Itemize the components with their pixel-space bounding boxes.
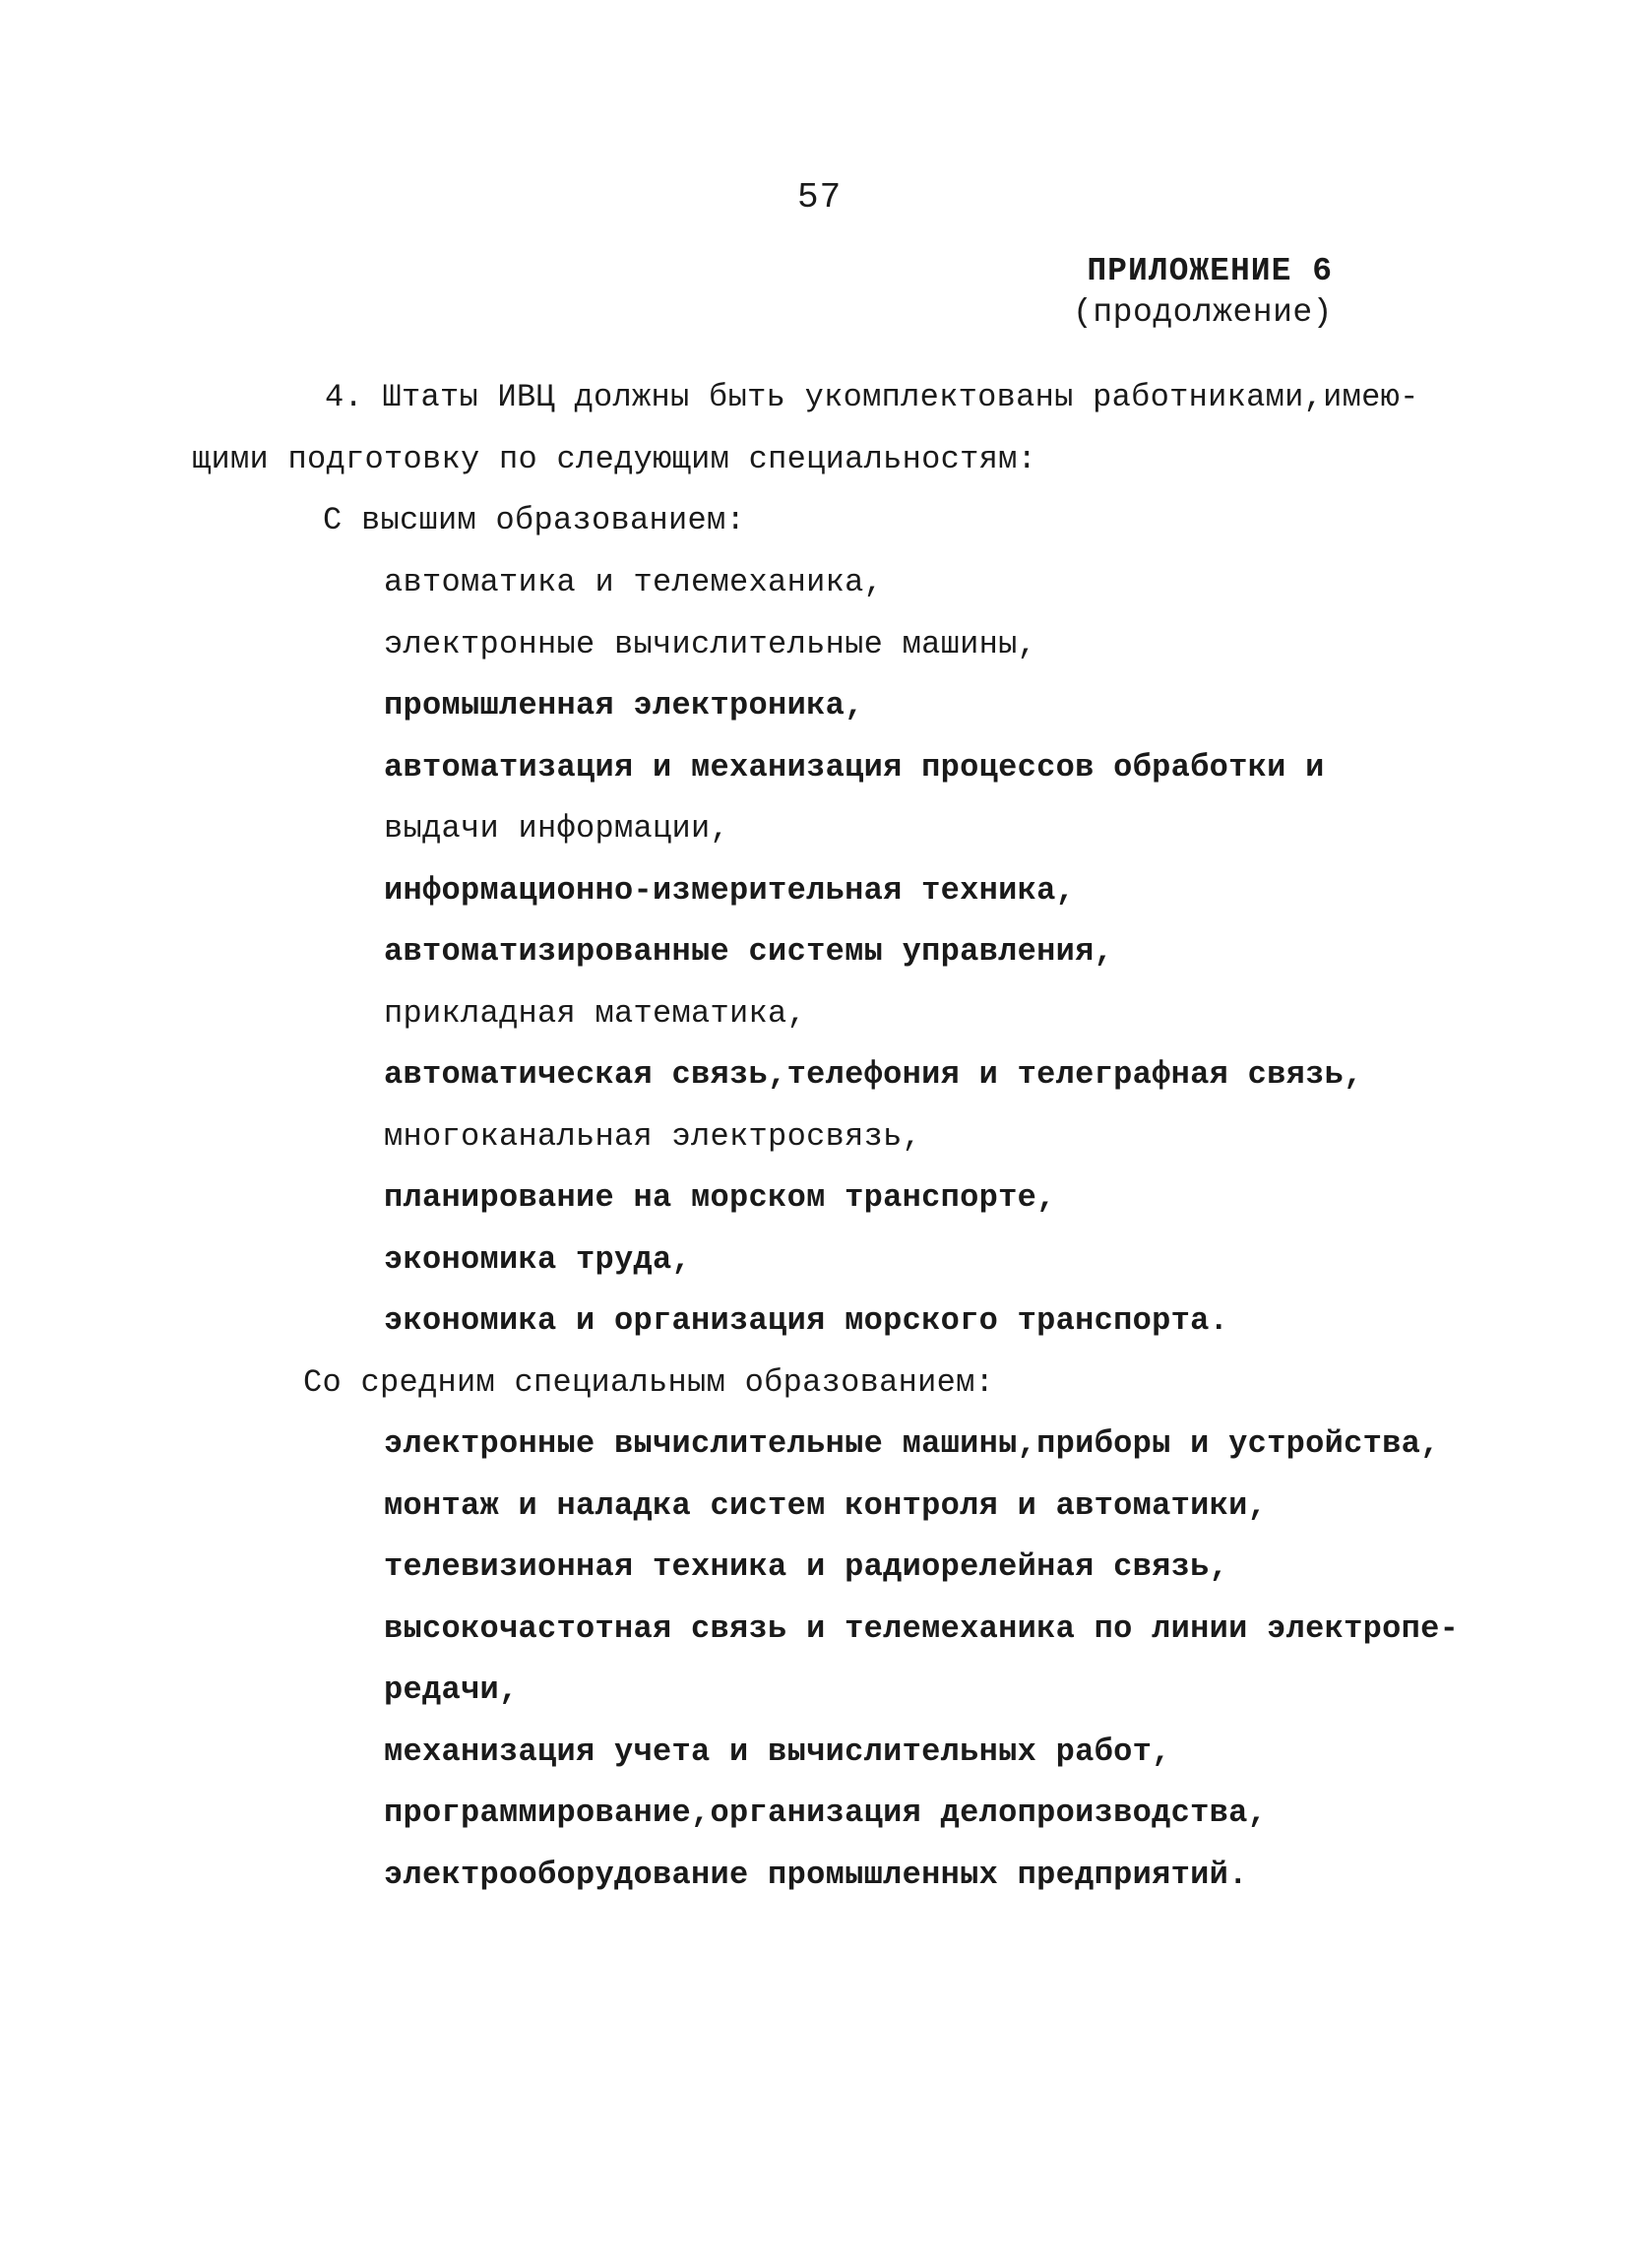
list-item: промышленная электроника, <box>384 687 864 724</box>
list-item: электронные вычислительные машины,приборы и устройства, <box>384 1425 1440 1462</box>
list-item: телевизионная техника и радиорелейная связь, <box>384 1548 1229 1585</box>
list-item: выдачи информации, <box>384 810 730 847</box>
appendix-title: ПРИЛОЖЕНИЕ 6 <box>1087 253 1333 289</box>
paragraph-line-2: щими подготовку по следующим специальностям: <box>192 441 1037 477</box>
list-item: прикладная математика, <box>384 995 807 1032</box>
appendix-header <box>1073 251 1333 334</box>
list-item: автоматическая связь,телефония и телеграфная связь, <box>384 1056 1363 1093</box>
paragraph-line-1: 4. Штаты ИВЦ должны быть укомплектованы работниками,имею- <box>325 379 1419 415</box>
list-item: редачи, <box>384 1671 519 1708</box>
list-item: планирование на морском транспорте, <box>384 1179 1056 1216</box>
list-item: высокочастотная связь и телемеханика по линии электропе- <box>384 1610 1460 1647</box>
list-item: автоматизация и механизация процессов обработки и <box>384 749 1325 786</box>
list-item: автоматизированные системы управления, <box>384 933 1114 970</box>
higher-education-heading: С высшим образованием: <box>323 502 746 538</box>
appendix-subtitle: (продолжение) <box>1073 294 1333 331</box>
list-item: механизация учета и вычислительных работ, <box>384 1733 1171 1770</box>
list-item: автоматика и телемеханика, <box>384 564 884 600</box>
list-item: электрооборудование промышленных предприятий. <box>384 1857 1248 1893</box>
list-item: программирование,организация делопроизводства, <box>384 1795 1268 1831</box>
list-item: информационно-измерительная техника, <box>384 872 1076 909</box>
list-item: экономика труда, <box>384 1241 692 1278</box>
page-number: 57 <box>797 177 843 218</box>
list-item: экономика и организация морского транспорта. <box>384 1302 1229 1339</box>
list-item: монтаж и наладка систем контроля и автоматики, <box>384 1487 1268 1524</box>
list-item: многоканальная электросвязь, <box>384 1118 922 1155</box>
list-item: электронные вычислительные машины, <box>384 626 1037 662</box>
secondary-education-heading: Со средним специальным образованием: <box>303 1364 995 1401</box>
